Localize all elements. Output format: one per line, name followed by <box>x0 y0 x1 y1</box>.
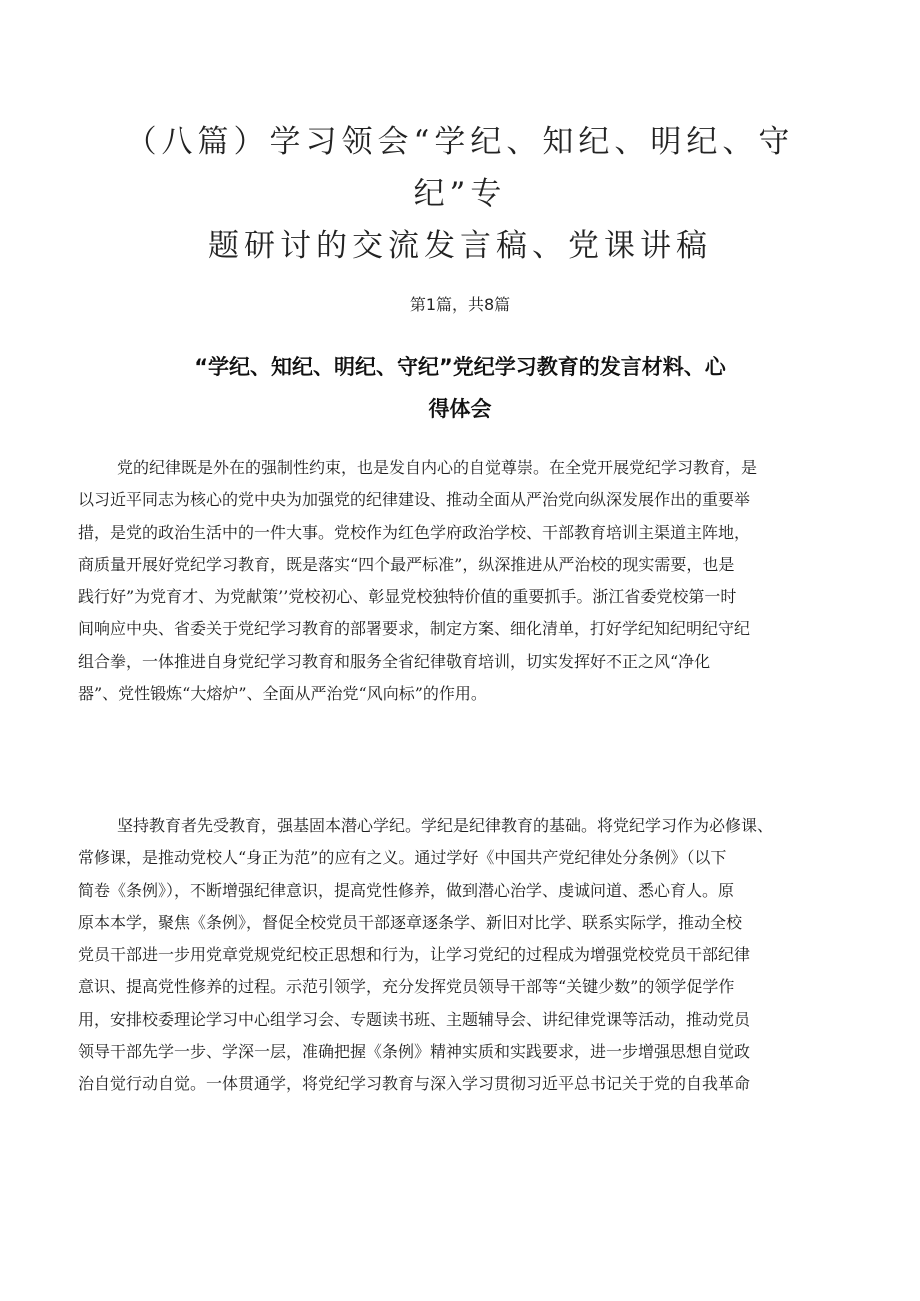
part-label: 第1篇，共8篇 <box>409 295 511 314</box>
paragraph-line: 简卷《条例》），不断增强纪律意识，提高党性修养，做到潜心治学、虔诚问道、悉心育人。原 <box>78 880 735 900</box>
paragraph-line: 用，安排校委理论学习中心组学习会、专题读书班、主题辅导会、讲纪律党课等活动，推动党员 <box>78 1009 751 1029</box>
paragraph-line: 常修课，是推动党校人“身正为范”的应有之义。通过学好《中国共产党纪律处分条例》（以下 <box>78 848 727 868</box>
document-title <box>80 116 840 272</box>
section-heading <box>100 346 820 430</box>
paragraph-line: 商质量开展好党纪学习教育，既是落实“四个最严标准”，纵深推进从严治校的现实需要，也是 <box>78 554 735 574</box>
paragraph-line: 器”、党性锻炼“大熔炉”、全面从严治党“风向标”的作用。 <box>78 684 487 704</box>
paragraph-2 <box>78 810 854 1101</box>
paragraph-line: 以习近平同志为核心的党中央为加强党的纪律建设、推动全面从严治党向纵深发展作出的重要举 <box>78 490 751 510</box>
paragraph-line: 意识、提高党性修养的过程。示范引领学，充分发挥党员领导干部等“关键少数”的领学促学作 <box>78 977 735 997</box>
paragraph-line: 间响应中央、省委关于党纪学习教育的部署要求，制定方案、细化清单，打好学纪知纪明纪守纪 <box>78 619 751 639</box>
paragraph-line: 组合拳，一体推进自身党纪学习教育和服务全省纪律敬育培训，切实发挥好不正之风“净化 <box>78 651 711 671</box>
document-title-line: 题研讨的交流发言稿、党课讲稿 <box>208 228 712 264</box>
paragraph-line: 原本本学，聚焦《条例》，督促全校党员干部逐章逐条学、新旧对比学、联系实际学，推动全校 <box>78 912 743 932</box>
paragraph-1 <box>78 452 854 710</box>
paragraph-line: 党员干部进一步用党章党规党纪校正思想和行为，让学习党纪的过程成为增强党校党员干部纪律 <box>78 945 751 965</box>
paragraph-line: 治自觉行动自觉。一体贯通学，将党纪学习教育与深入学习贯彻习近平总书记关于党的自我革命 <box>78 1074 751 1094</box>
paragraph-line: 领导干部先学一步、学深一层，准确把握《条例》精神实质和实践要求，进一步增强思想自觉政 <box>78 1042 751 1062</box>
document-title-line: （八篇）学习领会“学纪、知纪、明纪、守纪”专 <box>125 124 795 212</box>
paragraph-line: 坚持教育者先受教育，强基固本潜心学纪。学纪是纪律教育的基础。将党纪学习作为必修课、 <box>117 816 774 835</box>
section-heading-line: 得体会 <box>428 397 492 421</box>
paragraph-line: 践行好”为党育才、为党献策’’党校初心、彰显党校独特价值的重要抓手。浙江省委党校第一时 <box>78 587 737 607</box>
paragraph-line: 措，是党的政治生活中的一件大事。党校作为红色学府政治学校、干部教育培训主渠道主阵地， <box>78 522 751 542</box>
section-heading-line: “学纪、知纪、明纪、守纪”党纪学习教育的发言材料、心 <box>194 355 726 379</box>
paragraph-line: 党的纪律既是外在的强制性约束，也是发自内心的自觉尊崇。在全党开展党纪学习教育，是 <box>117 458 758 477</box>
